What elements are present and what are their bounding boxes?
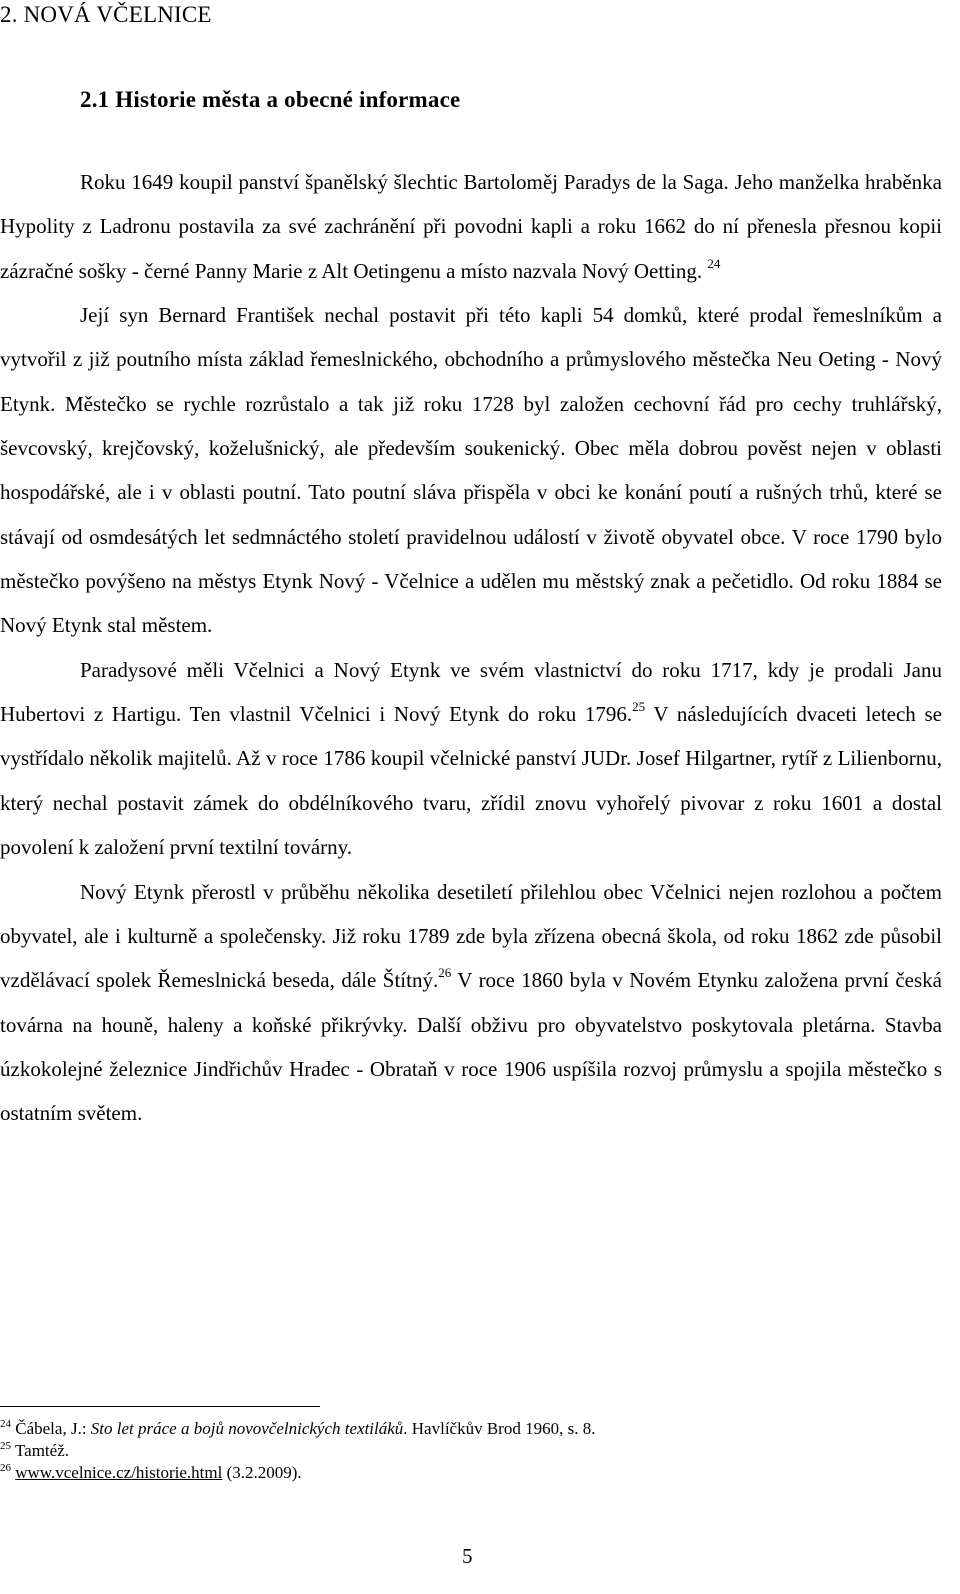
footnote-separator (0, 1406, 320, 1407)
text-run: Paradysové měli Včelnici a Nový Etynk ve svém vlastnictví do roku 1717, kdy je prodali Janu Hubertovi z Hartigu. Ten vlastnil Včelnici i Nový Etynk do roku 1796. (0, 657, 942, 727)
paragraph (0, 648, 942, 870)
text-run: Nový Etynk přerostl v průběhu několika desetiletí přilehlou obec Včelnici nejen rozlohou a počtem obyvatel, ale i kulturně a společensky. Již roku 1789 zde byla zřízena obecná škola, od roku 1862 zde působil vzdělávací spolek Řemeslnická beseda, dále Štítný. (0, 879, 942, 993)
footnote-ref[interactable]: 25 (632, 699, 646, 715)
text-run: Roku 1649 koupil panství španělský šlechtic Bartoloměj Paradys de la Saga. Jeho manželka hraběnka Hypolity z Ladronu postavila za své zachránění při povodni kapli a roku 1662 do ní přenesla přesnou kopii zázračné sošky - černé Panny Marie z Alt Oetingenu a místo nazvala Nový Oetting. (0, 170, 942, 283)
footnote-rest: . Havlíčkův Brod 1960, s. 8. (403, 1419, 596, 1438)
text-run: V roce 1860 byla v Novém Etynku založena první česká továrna na houně, haleny a koňské přikrývky. Další obživu pro obyvatelstvo poskytovala pletárna. Stavba úzkokolejné železnice Jindřichův Hradec - Obrataň v roce 1906 uspíšila rozvoj průmyslu a spojila městečko s ostatním světem. (0, 968, 942, 1126)
paragraph (0, 160, 942, 293)
footnote-number: 24 (0, 1418, 11, 1430)
text-run: V následujících dvaceti letech se vystřídalo několik majitelů. Až v roce 1786 koupil včelnické panství JUDr. Josef Hilgartner, rytíř z Lilienbornu, který nechal postavit zámek do obdélníkového tvaru, zřídil znovu vyhořelý pivovar z roku 1601 a dostal povolení k založení první textilní továrny. (0, 702, 942, 860)
footnote-number: 26 (0, 1462, 11, 1474)
footnote-book-title: Sto let práce a bojů novovčelnických textiláků (90, 1419, 404, 1438)
footnote (0, 1418, 942, 1440)
chapter-title: 2. NOVÁ VČELNICE (0, 2, 212, 27)
footnote-rest: (3.2.2009). (222, 1463, 302, 1482)
footnote-ref[interactable]: 26 (438, 965, 452, 981)
body-text (0, 160, 942, 1136)
footnotes (0, 1418, 942, 1484)
footnote (0, 1440, 942, 1462)
footnote (0, 1462, 942, 1484)
footnote-number: 25 (0, 1440, 11, 1452)
section-title: 2.1 Historie města a obecné informace (80, 87, 461, 112)
footnote-text: Tamtéž. (14, 1441, 69, 1460)
paragraph (0, 870, 942, 1136)
text-run: Její syn Bernard František nechal postavit při této kapli 54 domků, které prodal řemeslníkům a vytvořil z již poutního místa základ řemeslnického, obchodního a průmyslového městečka Neu Oeting - Nový Etynk. Městečko se rychle rozrůstalo a tak již roku 1728 byl založen cechovní řád pro cechy truhlářský, ševcovský, krejčovský, koželušnický, ale především soukenický. Obec měla dobrou pověst nejen v oblasti hospodářské, ale i v oblasti poutní. Tato poutní sláva přispěla v obci ke konání poutí a rušných trhů, které se stávají od osmdesátých let sedmnáctého století pravidelnou událostí v životě obyvatel obce. V roce 1790 bylo městečko povýšeno na městys Etynk Nový - Včelnice a udělen mu městský znak a pečetidlo. Od roku 1884 se Nový Etynk stal městem. (0, 303, 942, 638)
page-number: 5 (462, 1544, 473, 1568)
footnote-ref[interactable]: 24 (707, 255, 721, 271)
footnote-author: Čábela, J.: (15, 1419, 91, 1438)
footnote-link[interactable]: www.vcelnice.cz/historie.html (15, 1463, 223, 1482)
paragraph (0, 293, 942, 648)
